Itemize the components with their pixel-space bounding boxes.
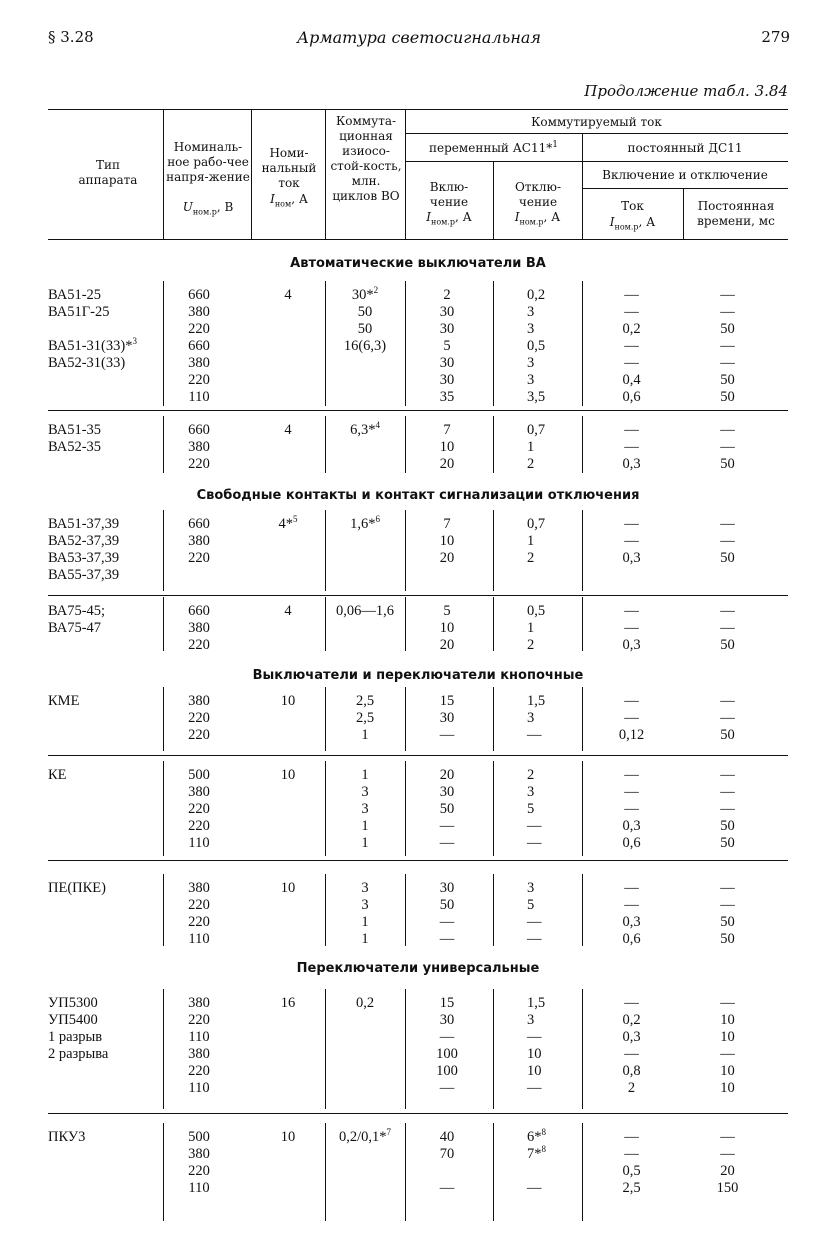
cell-time-const: 50 bbox=[720, 389, 735, 405]
cell-endurance: 30*$^2$ bbox=[351, 285, 379, 303]
section-number: § 3.28 bbox=[48, 28, 94, 46]
cell-time-const: — bbox=[720, 603, 735, 619]
header-on-symbol: $I_{ном.р}$, А bbox=[426, 210, 472, 227]
cell-endurance: 0,2/0,1*$^7$ bbox=[338, 1127, 392, 1145]
cell-dc-current: 0,12 bbox=[618, 727, 645, 743]
cell-voltage: 380 bbox=[188, 1146, 210, 1162]
cell-off: 3 bbox=[527, 372, 535, 388]
cell-voltage: 110 bbox=[188, 1180, 210, 1196]
cell-current: 10 bbox=[280, 880, 296, 896]
column-divider bbox=[493, 510, 494, 591]
section-title: Выключатели и переключатели кнопочные bbox=[252, 668, 584, 683]
cell-dc-current: — bbox=[624, 1046, 639, 1062]
cell-dc-current: 0,6 bbox=[622, 389, 641, 405]
cell-dc-current: 0,2 bbox=[622, 321, 641, 337]
cell-types: ВА75-45; bbox=[48, 603, 106, 619]
cell-on: 10 bbox=[439, 620, 455, 636]
column-divider bbox=[493, 416, 494, 473]
cell-off: 2 bbox=[527, 456, 535, 472]
header-current-symbol: $I_{ном}$, А bbox=[270, 192, 308, 209]
cell-time-const: 50 bbox=[720, 637, 735, 653]
cell-dc-current: — bbox=[624, 439, 639, 455]
cell-dc-current: — bbox=[624, 533, 639, 549]
cell-off: 3 bbox=[527, 355, 535, 371]
cell-on: — bbox=[439, 1180, 455, 1196]
header-off: Отклю-чение bbox=[514, 180, 562, 209]
cell-endurance: 3 bbox=[361, 801, 369, 817]
cell-off: — bbox=[527, 1080, 542, 1096]
cell-off: 10 bbox=[527, 1046, 542, 1062]
cell-types: 1 разрыв bbox=[48, 1029, 103, 1045]
group-separator bbox=[48, 755, 788, 756]
cell-time-const: 50 bbox=[720, 931, 735, 947]
cell-on: — bbox=[439, 835, 455, 851]
cell-off: — bbox=[527, 914, 542, 930]
cell-dc-current: 0,8 bbox=[622, 1063, 641, 1079]
cell-on: 10 bbox=[439, 439, 455, 455]
cell-off: 0,5 bbox=[527, 603, 546, 619]
cell-voltage: 220 bbox=[188, 897, 210, 913]
cell-time-const: — bbox=[720, 439, 735, 455]
cell-off: 2 bbox=[527, 767, 535, 783]
header-time-constant: Постоянная времени, мс bbox=[697, 199, 775, 228]
cell-endurance: 1 bbox=[361, 931, 369, 947]
cell-on: 7 bbox=[443, 422, 451, 438]
cell-on: — bbox=[439, 914, 455, 930]
cell-endurance: 1,6*$^6$ bbox=[350, 514, 380, 532]
cell-dc-current: 0,2 bbox=[622, 1012, 641, 1028]
cell-off: 0,7 bbox=[527, 422, 546, 438]
header-dc-current-symbol: $I_{ном.р}$, А bbox=[609, 215, 656, 232]
cell-dc-current: 0,3 bbox=[622, 637, 641, 653]
cell-voltage: 380 bbox=[188, 439, 210, 455]
cell-voltage: 220 bbox=[188, 456, 210, 472]
cell-off: 0,5 bbox=[527, 338, 546, 354]
section-title: Автоматические выключатели ВА bbox=[290, 256, 546, 271]
cell-time-const: 50 bbox=[720, 456, 735, 472]
cell-on: 20 bbox=[439, 637, 455, 653]
header-voltage-symbol: $U_{ном.р}$, В bbox=[182, 200, 234, 217]
cell-dc-current: — bbox=[624, 784, 639, 800]
group-separator bbox=[48, 410, 788, 411]
header-switched-current: Коммутируемый ток bbox=[531, 115, 662, 129]
cell-current: 4*$^5$ bbox=[278, 514, 298, 532]
cell-dc-current: — bbox=[624, 338, 639, 354]
cell-voltage: 660 bbox=[188, 287, 210, 303]
cell-time-const: — bbox=[720, 1146, 735, 1162]
cell-time-const: — bbox=[720, 693, 735, 709]
cell-types: ВА51Г-25 bbox=[48, 304, 110, 320]
header-col-divider bbox=[325, 109, 326, 239]
cell-off: — bbox=[527, 931, 542, 947]
cell-voltage: 110 bbox=[188, 931, 210, 947]
cell-types: ВА52-31(33) bbox=[48, 355, 126, 371]
cell-time-const: 20 bbox=[720, 1163, 735, 1179]
cell-off: 3 bbox=[527, 304, 535, 320]
header-dc-current: Ток bbox=[621, 199, 644, 213]
cell-current: 16 bbox=[280, 995, 296, 1011]
cell-endurance: 0,2 bbox=[355, 995, 375, 1011]
cell-voltage: 380 bbox=[188, 304, 210, 320]
cell-dc-current: — bbox=[624, 1146, 639, 1162]
cell-on: 20 bbox=[439, 550, 455, 566]
cell-current: 4 bbox=[284, 287, 292, 303]
cell-types: ВА51-31(33)*$^3$ bbox=[48, 336, 137, 354]
table-continuation-caption: Продолжение табл. 3.84 bbox=[584, 82, 788, 100]
column-divider bbox=[493, 1123, 494, 1221]
cell-voltage: 220 bbox=[188, 914, 210, 930]
group-separator bbox=[48, 860, 788, 861]
cell-dc-current: — bbox=[624, 693, 639, 709]
cell-time-const: 150 bbox=[716, 1180, 739, 1196]
cell-dc-current: 0,4 bbox=[622, 372, 641, 388]
cell-time-const: — bbox=[720, 355, 735, 371]
cell-off: — bbox=[527, 835, 542, 851]
cell-on: 30 bbox=[439, 710, 455, 726]
cell-off: 5 bbox=[527, 801, 535, 817]
cell-dc-current: — bbox=[624, 603, 639, 619]
cell-on: 50 bbox=[439, 801, 455, 817]
cell-types: УП5300 bbox=[48, 995, 98, 1011]
cell-voltage: 660 bbox=[188, 338, 210, 354]
cell-on: 2 bbox=[443, 287, 451, 303]
cell-time-const: — bbox=[720, 897, 735, 913]
cell-voltage: 500 bbox=[188, 767, 210, 783]
column-divider bbox=[493, 874, 494, 946]
cell-time-const: — bbox=[720, 1046, 735, 1062]
cell-voltage: 380 bbox=[188, 880, 210, 896]
cell-off: — bbox=[527, 1180, 542, 1196]
cell-voltage: 660 bbox=[188, 422, 210, 438]
cell-off: 3 bbox=[527, 1012, 535, 1028]
cell-time-const: — bbox=[720, 516, 735, 532]
cell-dc-current: 0,5 bbox=[622, 1163, 641, 1179]
cell-on: 20 bbox=[439, 456, 455, 472]
section-title: Переключатели универсальные bbox=[296, 961, 540, 976]
cell-off: 3 bbox=[527, 710, 535, 726]
cell-endurance: 3 bbox=[361, 897, 369, 913]
column-divider bbox=[493, 761, 494, 856]
cell-time-const: 10 bbox=[720, 1029, 735, 1045]
header-type: Тип аппарата bbox=[78, 158, 138, 187]
cell-voltage: 380 bbox=[188, 995, 210, 1011]
cell-off: 7*$^8$ bbox=[527, 1144, 546, 1162]
cell-endurance: 1 bbox=[361, 835, 369, 851]
cell-off: 3,5 bbox=[527, 389, 546, 405]
cell-off: 1 bbox=[527, 533, 535, 549]
cell-endurance: 2,5 bbox=[355, 710, 375, 726]
cell-off: 6*$^8$ bbox=[527, 1127, 546, 1145]
cell-time-const: — bbox=[720, 620, 735, 636]
cell-endurance: 3 bbox=[361, 880, 369, 896]
cell-dc-current: — bbox=[624, 516, 639, 532]
cell-types: ВА51-25 bbox=[48, 287, 102, 303]
cell-endurance: 16(6,3) bbox=[343, 338, 387, 354]
cell-dc-current: 0,6 bbox=[622, 835, 641, 851]
cell-time-const: — bbox=[720, 784, 735, 800]
cell-endurance: 1 bbox=[361, 767, 369, 783]
cell-dc-current: 0,3 bbox=[622, 914, 641, 930]
cell-off: 3 bbox=[527, 784, 535, 800]
page-title: Арматура светосигнальная bbox=[296, 28, 542, 47]
cell-voltage: 220 bbox=[188, 1163, 210, 1179]
cell-dc-current: — bbox=[624, 287, 639, 303]
column-divider bbox=[493, 687, 494, 751]
cell-types: ВА51-37,39 bbox=[48, 516, 120, 532]
cell-off: 2 bbox=[527, 550, 535, 566]
cell-on: 15 bbox=[439, 995, 455, 1011]
cell-endurance: 50 bbox=[357, 304, 373, 320]
cell-dc-current: — bbox=[624, 767, 639, 783]
cell-time-const: 50 bbox=[720, 727, 735, 743]
cell-endurance: 2,5 bbox=[355, 693, 375, 709]
cell-dc-current: — bbox=[624, 897, 639, 913]
cell-time-const: 10 bbox=[720, 1063, 735, 1079]
cell-time-const: — bbox=[720, 422, 735, 438]
cell-endurance: 1 bbox=[361, 818, 369, 834]
section-title: Свободные контакты и контакт сигнализации отключения bbox=[196, 488, 640, 503]
cell-types: ПКУ3 bbox=[48, 1129, 86, 1145]
cell-current: 10 bbox=[280, 1129, 296, 1145]
cell-voltage: 660 bbox=[188, 516, 210, 532]
header-dc: постоянный ДС11 bbox=[627, 141, 743, 155]
cell-voltage: 380 bbox=[188, 355, 210, 371]
header-endurance: Коммута-ционная изиосо-стой-кость, млн. циклов ВО bbox=[330, 114, 402, 203]
header-col-divider bbox=[683, 188, 684, 239]
group-separator bbox=[48, 1113, 788, 1114]
cell-dc-current: 2,5 bbox=[622, 1180, 641, 1196]
cell-voltage: 500 bbox=[188, 1129, 210, 1145]
header-voltage: Номиналь-ное рабо-чее напря-жение bbox=[166, 140, 250, 184]
cell-time-const: 50 bbox=[720, 550, 735, 566]
column-divider bbox=[493, 989, 494, 1109]
cell-off: 1 bbox=[527, 439, 535, 455]
cell-off: 10 bbox=[527, 1063, 542, 1079]
cell-on: 30 bbox=[439, 1012, 455, 1028]
cell-voltage: 220 bbox=[188, 550, 210, 566]
cell-types: КМЕ bbox=[48, 693, 80, 709]
header-rule-switched bbox=[405, 133, 788, 134]
header-ac: переменный АС11*$^1$ bbox=[429, 140, 558, 155]
cell-current: 10 bbox=[280, 693, 296, 709]
cell-endurance: 0,06—1,6 bbox=[336, 603, 394, 619]
cell-off: 5 bbox=[527, 897, 535, 913]
cell-voltage: 110 bbox=[188, 1029, 210, 1045]
cell-voltage: 220 bbox=[188, 727, 210, 743]
cell-on: 20 bbox=[439, 767, 455, 783]
cell-types: ВА52-37,39 bbox=[48, 533, 120, 549]
cell-dc-current: 0,3 bbox=[622, 1029, 641, 1045]
cell-time-const: 10 bbox=[720, 1080, 735, 1096]
cell-off: — bbox=[527, 818, 542, 834]
cell-voltage: 110 bbox=[188, 389, 210, 405]
cell-voltage: 220 bbox=[188, 321, 210, 337]
cell-endurance: 50 bbox=[357, 321, 373, 337]
cell-off: 2 bbox=[527, 637, 535, 653]
cell-voltage: 380 bbox=[188, 693, 210, 709]
cell-types: ВА52-35 bbox=[48, 439, 102, 455]
cell-voltage: 110 bbox=[188, 835, 210, 851]
page-number: 279 bbox=[761, 28, 790, 46]
cell-types: ВА53-37,39 bbox=[48, 550, 120, 566]
cell-time-const: — bbox=[720, 338, 735, 354]
group-separator bbox=[48, 595, 788, 596]
cell-off: 3 bbox=[527, 880, 535, 896]
cell-on: — bbox=[439, 1029, 455, 1045]
cell-off: 0,7 bbox=[527, 516, 546, 532]
cell-endurance: 6,3*$^4$ bbox=[350, 420, 380, 438]
cell-time-const: — bbox=[720, 304, 735, 320]
cell-dc-current: — bbox=[624, 801, 639, 817]
table-top-rule bbox=[48, 109, 788, 110]
cell-types: ВА75-47 bbox=[48, 620, 102, 636]
cell-time-const: — bbox=[720, 801, 735, 817]
cell-on: 10 bbox=[439, 533, 455, 549]
cell-voltage: 110 bbox=[188, 1080, 210, 1096]
cell-on: — bbox=[439, 1080, 455, 1096]
cell-dc-current: 0,3 bbox=[622, 456, 641, 472]
cell-voltage: 220 bbox=[188, 710, 210, 726]
header-rule-acdc bbox=[405, 161, 788, 162]
cell-on: 100 bbox=[436, 1046, 458, 1062]
cell-dc-current: — bbox=[624, 880, 639, 896]
cell-time-const: — bbox=[720, 533, 735, 549]
cell-time-const: 50 bbox=[720, 835, 735, 851]
cell-on: 40 bbox=[439, 1129, 455, 1145]
cell-on: 30 bbox=[439, 372, 455, 388]
cell-current: 10 bbox=[280, 767, 296, 783]
cell-on: — bbox=[439, 727, 455, 743]
cell-time-const: — bbox=[720, 767, 735, 783]
header-rule-dc bbox=[582, 188, 788, 189]
cell-voltage: 380 bbox=[188, 1046, 210, 1062]
cell-dc-current: — bbox=[624, 422, 639, 438]
header-on-off: Включение и отключение bbox=[602, 168, 768, 182]
cell-endurance: 3 bbox=[361, 784, 369, 800]
cell-time-const: 50 bbox=[720, 914, 735, 930]
cell-on: 30 bbox=[439, 880, 455, 896]
cell-voltage: 220 bbox=[188, 818, 210, 834]
cell-time-const: — bbox=[720, 995, 735, 1011]
cell-types: УП5400 bbox=[48, 1012, 98, 1028]
cell-on: — bbox=[439, 818, 455, 834]
cell-voltage: 380 bbox=[188, 620, 210, 636]
cell-time-const: 50 bbox=[720, 321, 735, 337]
cell-on: 30 bbox=[439, 304, 455, 320]
cell-on: — bbox=[439, 931, 455, 947]
cell-dc-current: — bbox=[624, 355, 639, 371]
header-off-symbol: $I_{ном.р}$, А bbox=[514, 210, 561, 227]
cell-off: 3 bbox=[527, 321, 535, 337]
column-divider bbox=[493, 597, 494, 651]
cell-on: 5 bbox=[443, 603, 451, 619]
cell-voltage: 220 bbox=[188, 801, 210, 817]
column-divider bbox=[493, 281, 494, 406]
cell-on: 15 bbox=[439, 693, 455, 709]
cell-voltage: 220 bbox=[188, 372, 210, 388]
cell-time-const: — bbox=[720, 1129, 735, 1145]
cell-voltage: 220 bbox=[188, 637, 210, 653]
cell-time-const: 50 bbox=[720, 818, 735, 834]
cell-on: 7 bbox=[443, 516, 451, 532]
cell-voltage: 380 bbox=[188, 784, 210, 800]
cell-on: 35 bbox=[439, 389, 455, 405]
cell-off: 1 bbox=[527, 620, 535, 636]
header-bottom-rule bbox=[48, 239, 788, 240]
cell-off: 1,5 bbox=[527, 693, 546, 709]
cell-dc-current: 0,3 bbox=[622, 550, 641, 566]
cell-time-const: — bbox=[720, 287, 735, 303]
cell-off: 1,5 bbox=[527, 995, 546, 1011]
cell-off: — bbox=[527, 727, 542, 743]
cell-voltage: 220 bbox=[188, 1063, 210, 1079]
cell-time-const: 10 bbox=[720, 1012, 735, 1028]
cell-dc-current: — bbox=[624, 1129, 639, 1145]
cell-types: КЕ bbox=[48, 767, 67, 783]
header-col-divider bbox=[493, 161, 494, 239]
cell-endurance: 1 bbox=[361, 914, 369, 930]
cell-endurance: 1 bbox=[361, 727, 369, 743]
cell-voltage: 660 bbox=[188, 603, 210, 619]
cell-types: ВА55-37,39 bbox=[48, 567, 120, 583]
cell-on: 30 bbox=[439, 355, 455, 371]
cell-types: ПЕ(ПКЕ) bbox=[48, 880, 106, 896]
cell-on: 50 bbox=[439, 897, 455, 913]
cell-dc-current: — bbox=[624, 620, 639, 636]
cell-types: ВА51-35 bbox=[48, 422, 102, 438]
header-col-divider bbox=[163, 109, 164, 239]
cell-dc-current: — bbox=[624, 710, 639, 726]
cell-current: 4 bbox=[284, 422, 292, 438]
cell-time-const: 50 bbox=[720, 372, 735, 388]
cell-on: 100 bbox=[436, 1063, 458, 1079]
cell-voltage: 380 bbox=[188, 533, 210, 549]
header-on: Вклю-чение bbox=[429, 180, 469, 209]
cell-current: 4 bbox=[284, 603, 292, 619]
cell-dc-current: — bbox=[624, 995, 639, 1011]
cell-dc-current: 2 bbox=[627, 1080, 636, 1096]
cell-voltage: 220 bbox=[188, 1012, 210, 1028]
cell-time-const: — bbox=[720, 880, 735, 896]
header-col-divider bbox=[251, 109, 252, 239]
cell-time-const: — bbox=[720, 710, 735, 726]
cell-off: 0,2 bbox=[527, 287, 546, 303]
cell-off: — bbox=[527, 1029, 542, 1045]
cell-dc-current: 0,6 bbox=[622, 931, 641, 947]
cell-on: 70 bbox=[439, 1146, 455, 1162]
header-current: Номи-нальный ток bbox=[261, 146, 317, 190]
cell-on: 30 bbox=[439, 784, 455, 800]
cell-on: 30 bbox=[439, 321, 455, 337]
cell-dc-current: 0,3 bbox=[622, 818, 641, 834]
cell-dc-current: — bbox=[624, 304, 639, 320]
cell-types: 2 разрыва bbox=[48, 1046, 109, 1062]
cell-on: 5 bbox=[443, 338, 451, 354]
